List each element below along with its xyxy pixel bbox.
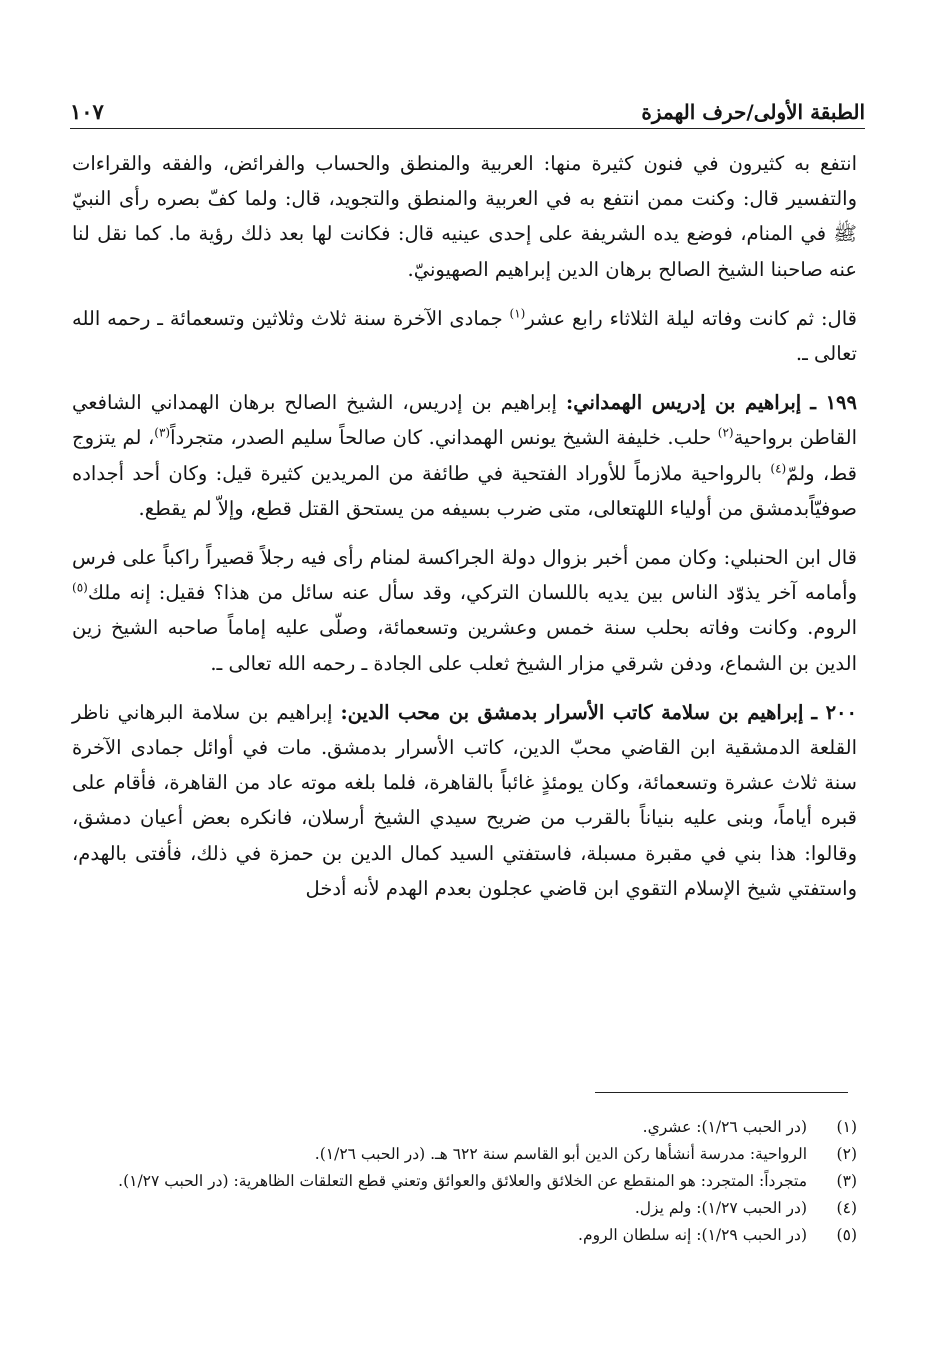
footnote-5-number: (٥) (836, 1226, 857, 1244)
paragraph-2 (72, 301, 857, 371)
footnote-ref-5[interactable]: (٥) (72, 580, 88, 595)
entry-199-text-a: إبراهيم بن إدريس، الشيخ الصالح برهان الهمداني الشافعي القاطن برواحية (72, 391, 857, 450)
footnote-5-text: (در الحبب ١/٢٩): إنه سلطان الروم. (578, 1226, 807, 1244)
paragraph-1 (72, 146, 857, 287)
paragraph-1-text: انتفع به كثيرون في فنون كثيرة منها: العربية والمنطق والحساب والفرائض، والفقه والقراءات والتفسير قال: وكنت ممن انتفع به في العربية والمنطق والتجويد، قال: ولما كفّ بصره رأى النبيّ ﷺ في المنام، فوضع يده الشريفة على إحدى عينيه قال: فكانت لها بعد ذلك رؤية ما. كما نقل لنا عنه صاحبنا الشيخ الصالح برهان الدين إبراهيم الصهيونيّ. (72, 152, 857, 281)
entry-199-title: إبراهيم بن إدريس الهمداني: (566, 391, 802, 415)
footnote-1-number: (١) (836, 1118, 857, 1136)
footnote-3 (72, 1168, 863, 1195)
page-number: ١٠٧ (70, 99, 104, 124)
paragraph-4 (72, 540, 857, 681)
footnote-2 (72, 1141, 863, 1168)
footnote-4-text: (در الحبب ١/٢٧): ولم يزل. (634, 1199, 807, 1217)
footnote-ref-1[interactable]: (١) (509, 306, 526, 321)
footnote-4-number: (٤) (836, 1199, 857, 1217)
footnote-2-text: الرواحية: مدرسة أنشأها ركن الدين أبو القاسم سنة ٦٢٢ هـ. (در الحبب ١/٢٦). (314, 1145, 807, 1163)
entry-200-title: إبراهيم بن سلامة كاتب الأسرار بدمشق بن محب الدين: (340, 700, 804, 724)
entry-200-text: إبراهيم بن سلامة البرهاني ناظر القلعة الدمشقية ابن القاضي محبّ الدين، كاتب الأسرار بدمشق. مات في أوائل جمادى الآخرة سنة ثلاث عشرة وتسعمائة، وكان يومئذٍ غائباً بالقاهرة، فلما بلغه موته عاد من القاهرة، فأقام على قبره أياماً، وبنى عليه بنياناً بالقرب من ضريح سيدي الشيخ أرسلان، فانكره بعض أعيان دمشق، وقالوا: هذا بني في مقبرة مسبلة، فاستفتي السيد كمال الدين بن حمزة في ذلك، فأفتى بالهدم، واستفتي شيخ الإسلام التقوي ابن قاضي عجلون بعدم الهدم لأنه أدخل (72, 700, 857, 900)
footnote-3-number: (٣) (836, 1172, 857, 1190)
footnote-2-number: (٢) (836, 1145, 857, 1163)
chapter-title: الطبقة الأولى/حرف الهمزة (641, 100, 865, 124)
entry-199-text-c: ، لم يتزوج قط، ولمّ (72, 426, 857, 485)
footnotes (72, 1114, 863, 1249)
footnote-ref-2[interactable]: (٢) (717, 425, 734, 440)
entry-199-number: ١٩٩ ـ (810, 391, 857, 415)
footnote-3-text: متجرداً: المتجرد: هو المنقطع عن الخلائق والعلائق والعوائق وتعني قطع التعلقات الظاهرية: (در الحبب ١/٢٧). (118, 1172, 807, 1190)
entry-199-text-d: بالرواحية ملازماً للأوراد الفتحية في طائفة من المريدين كثيرة قيل: وكان أحد أجداده صوفيّاًبدمشق من أولياء اللهتعالى، متى ضرب بسيفه من يستحق القتل قطع، وإلاّ لم يقطع. (72, 461, 857, 520)
paragraph-4-text-b: الروم. وكانت وفاته بحلب سنة خمس وعشرين وتسعمائة، وصلّى عليه إماماً صاحبه الشيخ زين الدين بن الشماع، ودفن شرقي مزار الشيخ ثعلب على الجادة ـ رحمه الله تعالى ـ. (72, 616, 857, 675)
entry-200-number: ٢٠٠ ـ (811, 700, 857, 724)
paragraph-4-text-a: قال ابن الحنبلي: وكان ممن أخبر بزوال دولة الجراكسة لمنام رأى فيه رجلاً قصيراً راكباً على فرس وأمامه آخر يذوّد الناس بين يديه باللسان التركي، وقد سأل عنه سائل من هذا؟ فقيل: إنه ملك (72, 546, 857, 605)
footnote-ref-4[interactable]: (٤) (770, 461, 787, 476)
footnote-5 (72, 1222, 863, 1249)
footnote-1 (72, 1114, 863, 1141)
footnote-divider (595, 1092, 848, 1093)
running-header (70, 88, 865, 129)
paragraph-2-text-b: جمادى الآخرة سنة ثلاث وثلاثين وتسعمائة ـ رحمه الله تعالى ـ. (72, 306, 857, 366)
entry-200 (72, 695, 857, 906)
entry-199 (72, 385, 857, 526)
footnote-4 (72, 1195, 863, 1222)
footnote-ref-3[interactable]: (٣) (154, 425, 171, 440)
main-text (72, 146, 857, 906)
footnote-1-text: (در الحبب ١/٢٦): عشري. (642, 1118, 807, 1136)
paragraph-2-text-a: قال: ثم كانت وفاته ليلة الثلاثاء رابع عشر (525, 306, 857, 330)
entry-199-text-b: حلب. خليفة الشيخ يونس الهمداني. كان صالحاً سليم الصدر، متجرداً (170, 426, 718, 450)
